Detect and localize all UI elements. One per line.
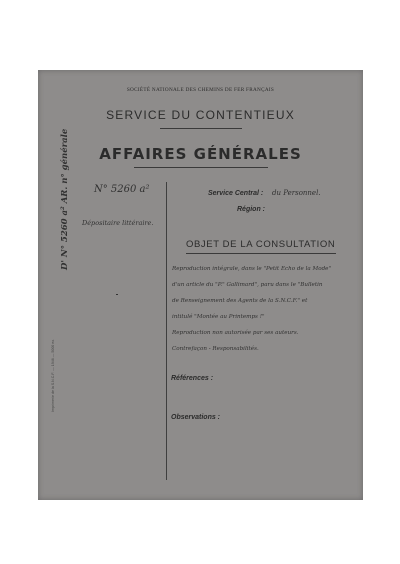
objet-title: OBJET DE LA CONSULTATION	[186, 239, 336, 250]
objet-line: Reproduction non autorisée par ses auteurs.	[172, 330, 299, 336]
vertical-case-stamp: D' N° 5260 a² AR. n° générale	[60, 128, 70, 270]
objet-line: d'un article du "P." Gallimard", paru dans le "Bulletin	[172, 282, 323, 288]
column-divider	[166, 182, 167, 480]
service-title: SERVICE DU CONTENTIEUX	[106, 108, 295, 122]
references-label: Références :	[171, 375, 214, 382]
dossier-cover	[38, 70, 363, 500]
case-number: N° 5260 a²	[94, 184, 150, 195]
service-underline	[160, 128, 242, 129]
section-title: AFFAIRES GÉNÉRALES	[99, 145, 302, 163]
printer-imprint: Imprimerie de la S.N.C.F. — 1946 — 5000 ex.	[51, 338, 55, 412]
objet-line: Contrefaçon - Responsabilités.	[172, 346, 259, 352]
service-central-label: Service Central :	[208, 190, 264, 197]
objet-line: de Renseignement des Agents de la S.N.C.F." et	[172, 298, 308, 304]
region-label: Région :	[237, 206, 265, 213]
depositary-note: Dépositaire littéraire.	[82, 219, 154, 227]
service-central-value: du Personnel.	[272, 189, 321, 197]
ink-mark	[116, 294, 118, 295]
objet-line: intitulé "Montée au Printemps !"	[172, 314, 265, 320]
objet-underline	[186, 253, 336, 254]
observations-label: Observations :	[171, 414, 221, 421]
section-underline	[134, 167, 268, 168]
objet-line: Reproduction intégrale, dans le "Petit Echo de la Mode"	[172, 266, 332, 272]
organization-name: SOCIÉTÉ NATIONALE DES CHEMINS DE FER FRANÇAIS	[126, 87, 275, 93]
